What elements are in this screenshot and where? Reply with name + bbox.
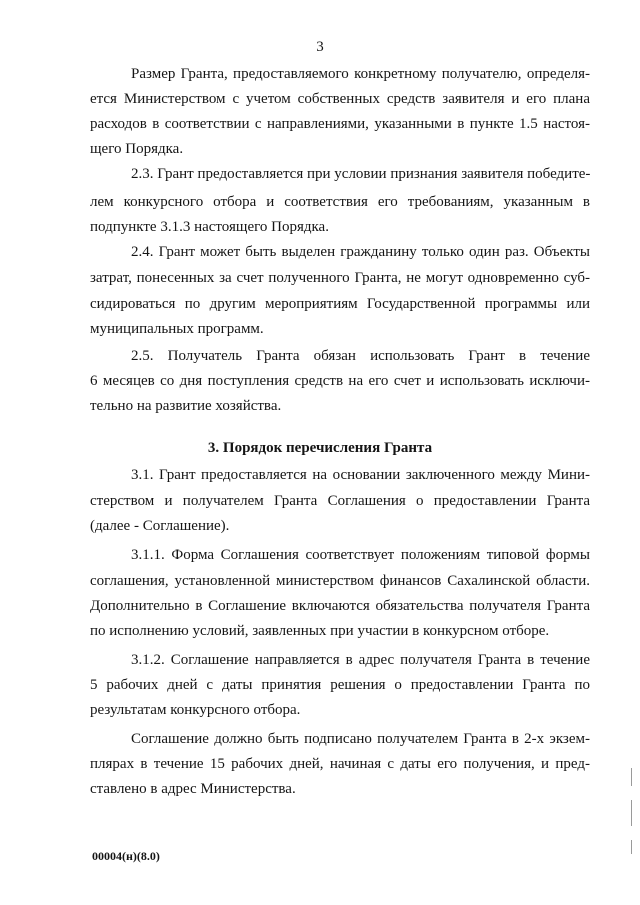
paragraph-line: Соглашение должно быть подписано получателем Гранта в 2-х экзем- <box>131 731 590 747</box>
paragraph-line: (далее - Соглашение). <box>90 518 230 534</box>
paragraph-line: Дополнительно в Соглашение включаются обязательства получателя Гранта <box>90 598 590 614</box>
paragraph-line: 2.3. Грант предоставляется при условии признания заявителя победите- <box>131 166 591 182</box>
paragraph-line: 3.1. Грант предоставляется на основании заключенного между Мини- <box>131 467 590 483</box>
paragraph-line: соглашения, установленной министерством финансов Сахалинской области. <box>90 573 590 589</box>
paragraph-line: 6 месяцев со дня поступления средств на его счет и использовать исключи- <box>90 373 590 389</box>
paragraph-line: сидироваться по другим мероприятиям Государственной программы или <box>90 296 590 312</box>
paragraph-line: по исполнению условий, заявленных при участии в конкурсном отборе. <box>90 623 550 639</box>
paragraph-line: 5 рабочих дней с даты принятия решения о предоставлении Гранта по <box>90 677 590 693</box>
paragraph-line: Размер Гранта, предоставляемого конкретному получателю, определя- <box>131 66 590 82</box>
paragraph-line: тельно на развитие хозяйства. <box>90 398 282 414</box>
paragraph-line: 3.1.1. Форма Соглашения соответствует положениям типовой формы <box>131 547 590 563</box>
scan-artifact <box>631 840 632 854</box>
section-heading: 3. Порядок перечисления Гранта <box>207 440 433 456</box>
paragraph-line: затрат, понесенных за счет полученного Гранта, не могут одновременно суб- <box>90 270 590 286</box>
scan-artifact <box>631 768 632 786</box>
paragraph-line: подпункте 3.1.3 настоящего Порядка. <box>90 219 329 235</box>
document-footer-code: 00004(н)(8.0) <box>92 849 160 863</box>
paragraph-line: муниципальных программ. <box>90 321 264 337</box>
paragraph-line: расходов в соответствии с направлениями, указанными в пункте 1.5 настоя- <box>90 116 590 132</box>
scan-artifact <box>631 800 632 826</box>
paragraph-line: плярах в течение 15 рабочих дней, начиная с даты его получения, и пред- <box>90 756 590 772</box>
paragraph-line: щего Порядка. <box>90 141 184 157</box>
paragraph-line: лем конкурсного отбора и соответствия его требованиям, указанным в <box>90 194 590 210</box>
paragraph-line: стерством и получателем Гранта Соглашения о предоставлении Гранта <box>90 493 590 509</box>
paragraph-line: ется Министерством с учетом собственных средств заявителя и его плана <box>90 91 590 107</box>
paragraph-line: 3.1.2. Соглашение направляется в адрес получателя Гранта в течение <box>131 652 590 668</box>
page-number: 3 <box>316 39 324 55</box>
paragraph-line: результатам конкурсного отбора. <box>90 702 301 718</box>
paragraph-line: 2.4. Грант может быть выделен гражданину только один раз. Объекты <box>131 244 590 260</box>
paragraph-line: ставлено в адрес Министерства. <box>90 781 296 797</box>
paragraph-line: 2.5. Получатель Гранта обязан использовать Грант в течение <box>131 348 590 364</box>
